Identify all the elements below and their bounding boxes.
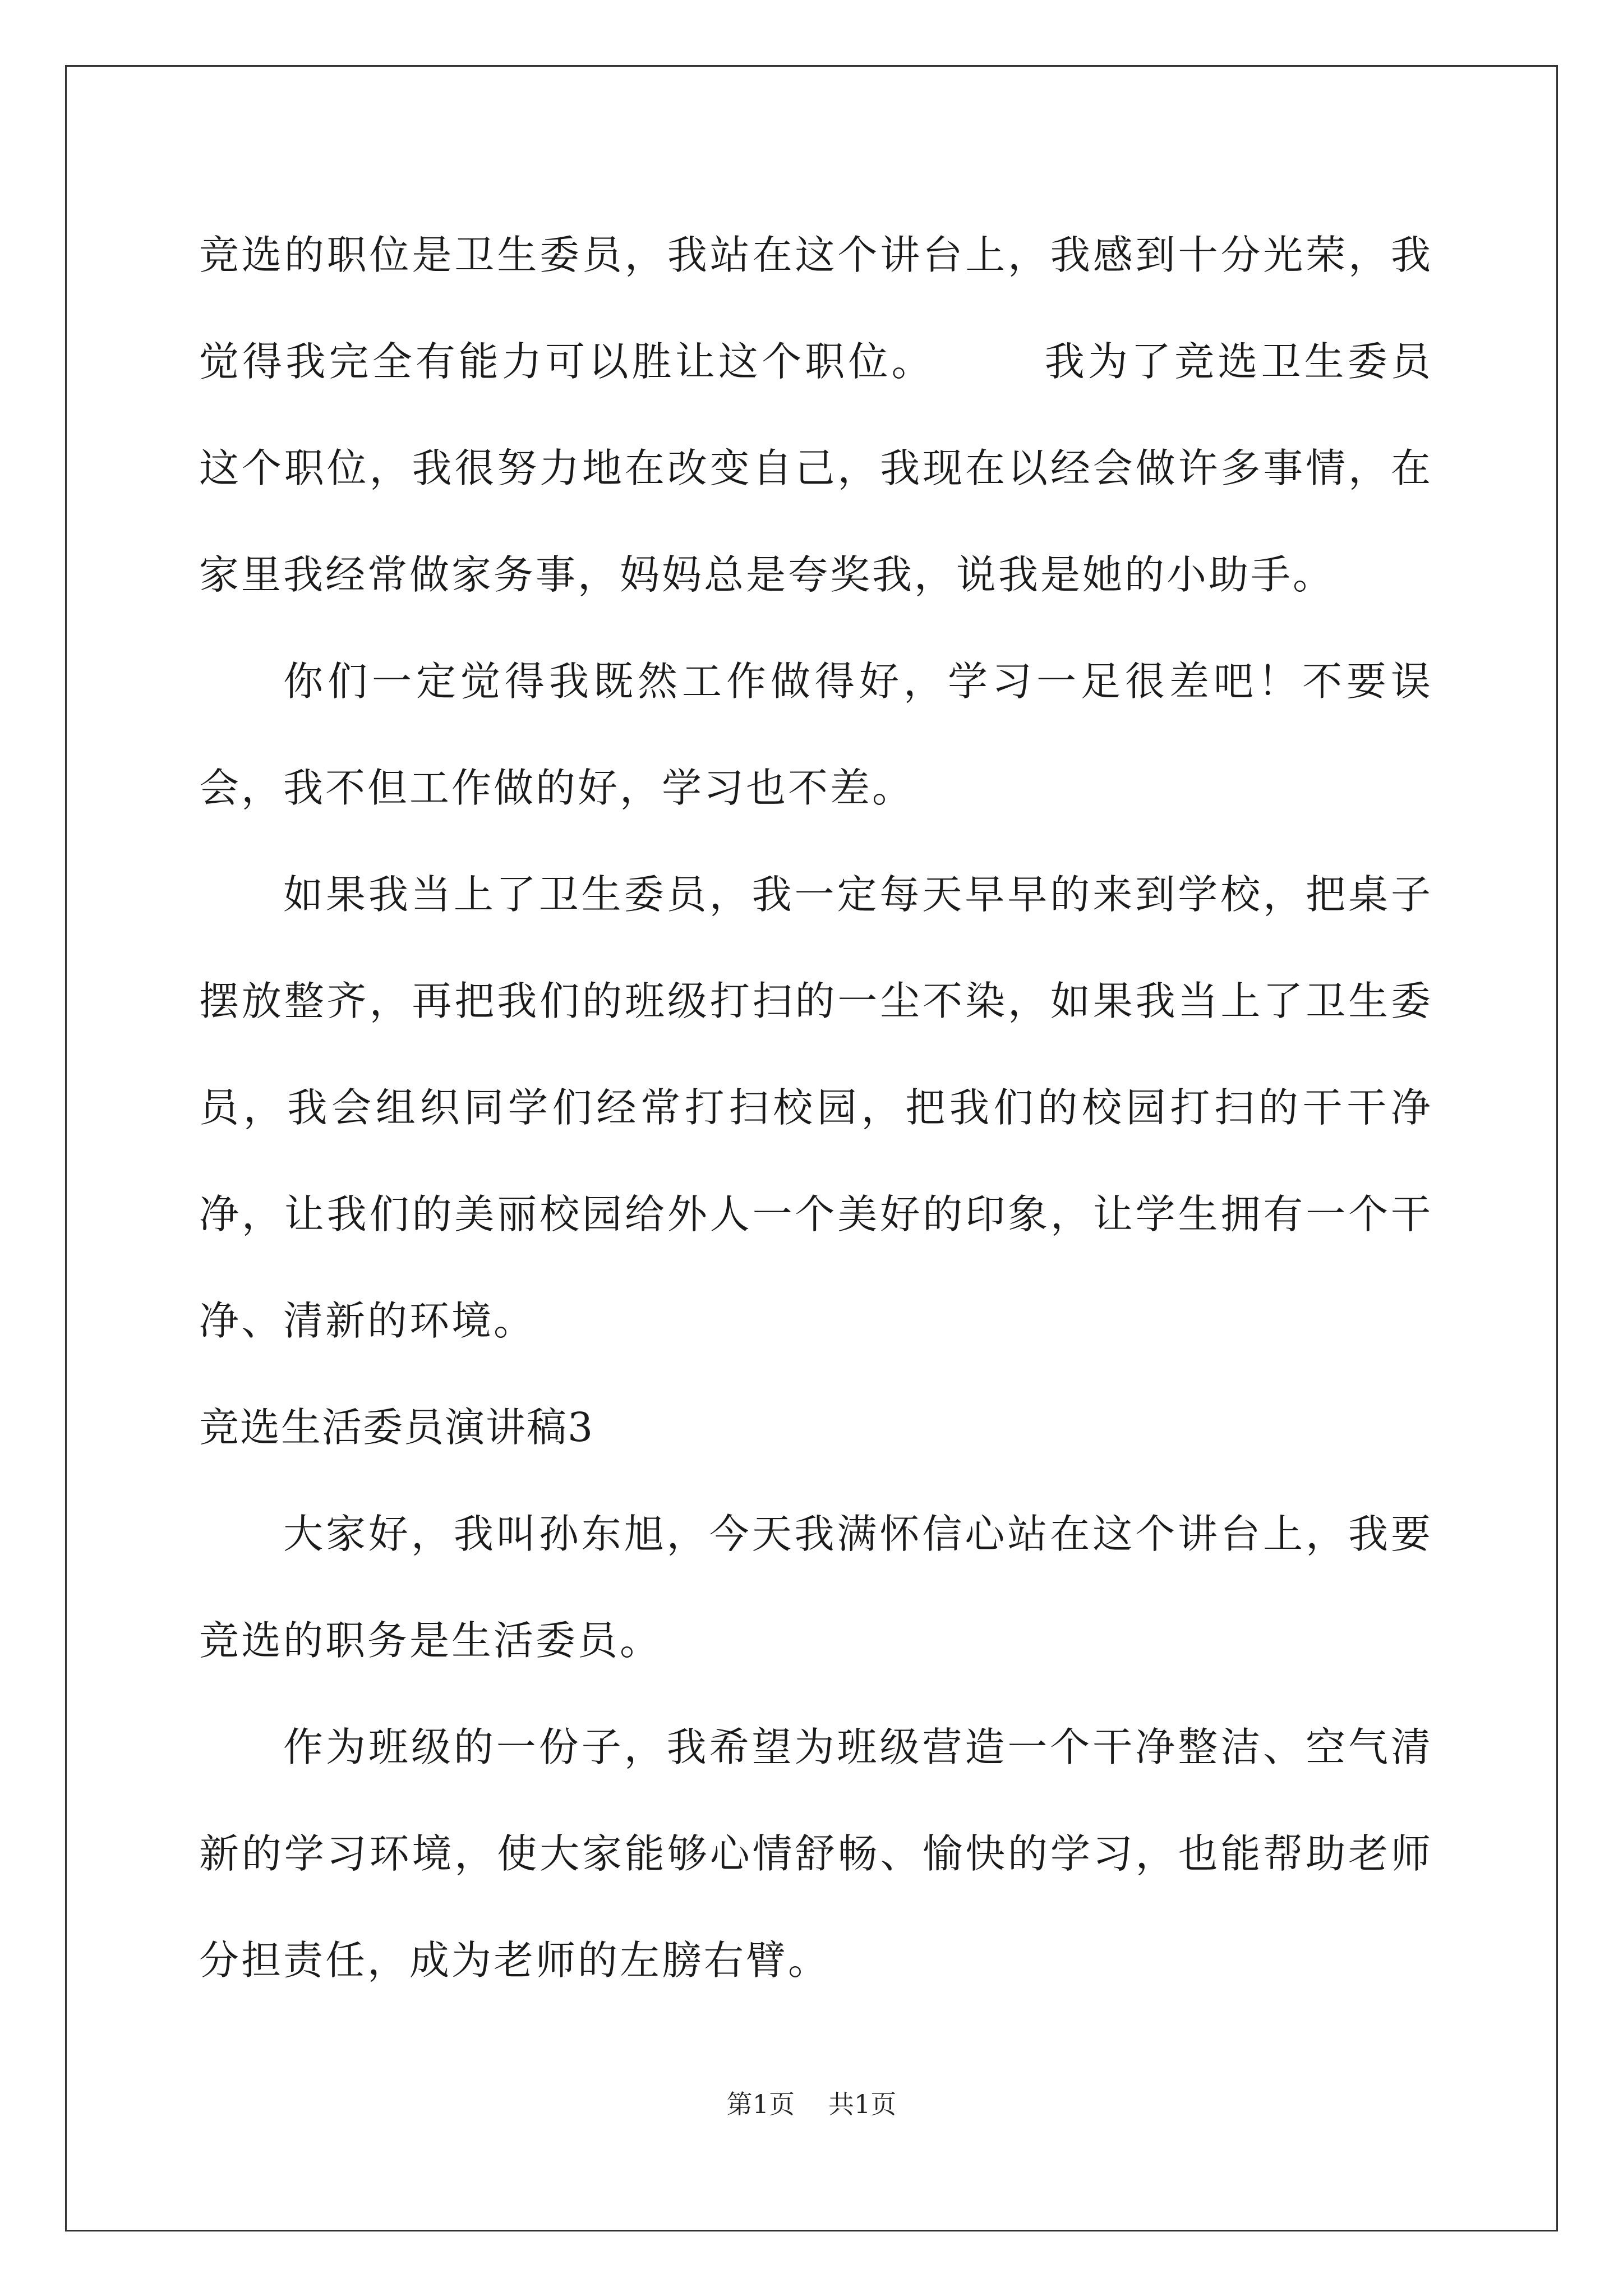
page-number-current: 第1页 — [726, 2089, 795, 2119]
paragraph-4: 大家好，我叫孙东旭，今天我满怀信心站在这个讲台上，我要竞选的职务是生活委员。 — [199, 1511, 1433, 1664]
section-heading: 竞选生活委员演讲稿3 — [199, 1404, 594, 1451]
paragraph-5: 作为班级的一份子，我希望为班级营造一个干净整洁、空气清新的学习环境，使大家能够心情舒畅、愉快的学习，也能帮助老师分担责任，成为老师的左膀右臂。 — [199, 1724, 1433, 1984]
page-number-total: 共1页 — [828, 2089, 897, 2119]
page-footer — [0, 2084, 1623, 2121]
paragraph-1: 竞选的职位是卫生委员，我站在这个讲台上，我感到十分光荣，我觉得我完全有能力可以胜让这个职位。 我为了竞选卫生委员这个职位，我很努力地在改变自己，我现在以经会做许多事情，在家里我经常做家务事，妈妈总是夸奖我，说我是她的小助手。 — [199, 232, 1433, 598]
paragraph-2: 你们一定觉得我既然工作做得好，学习一足很差吧！不要误会，我不但工作做的好，学习也不差。 — [199, 658, 1433, 811]
document-body — [199, 202, 1433, 2014]
paragraph-3: 如果我当上了卫生委员，我一定每天早早的来到学校，把桌子摆放整齐，再把我们的班级打扫的一尘不染，如果我当上了卫生委员，我会组织同学们经常打扫校园，把我们的校园打扫的干干净净，让我们的美丽校园给外人一个美好的印象，让学生拥有一个干净、清新的环境。 — [199, 871, 1433, 1344]
